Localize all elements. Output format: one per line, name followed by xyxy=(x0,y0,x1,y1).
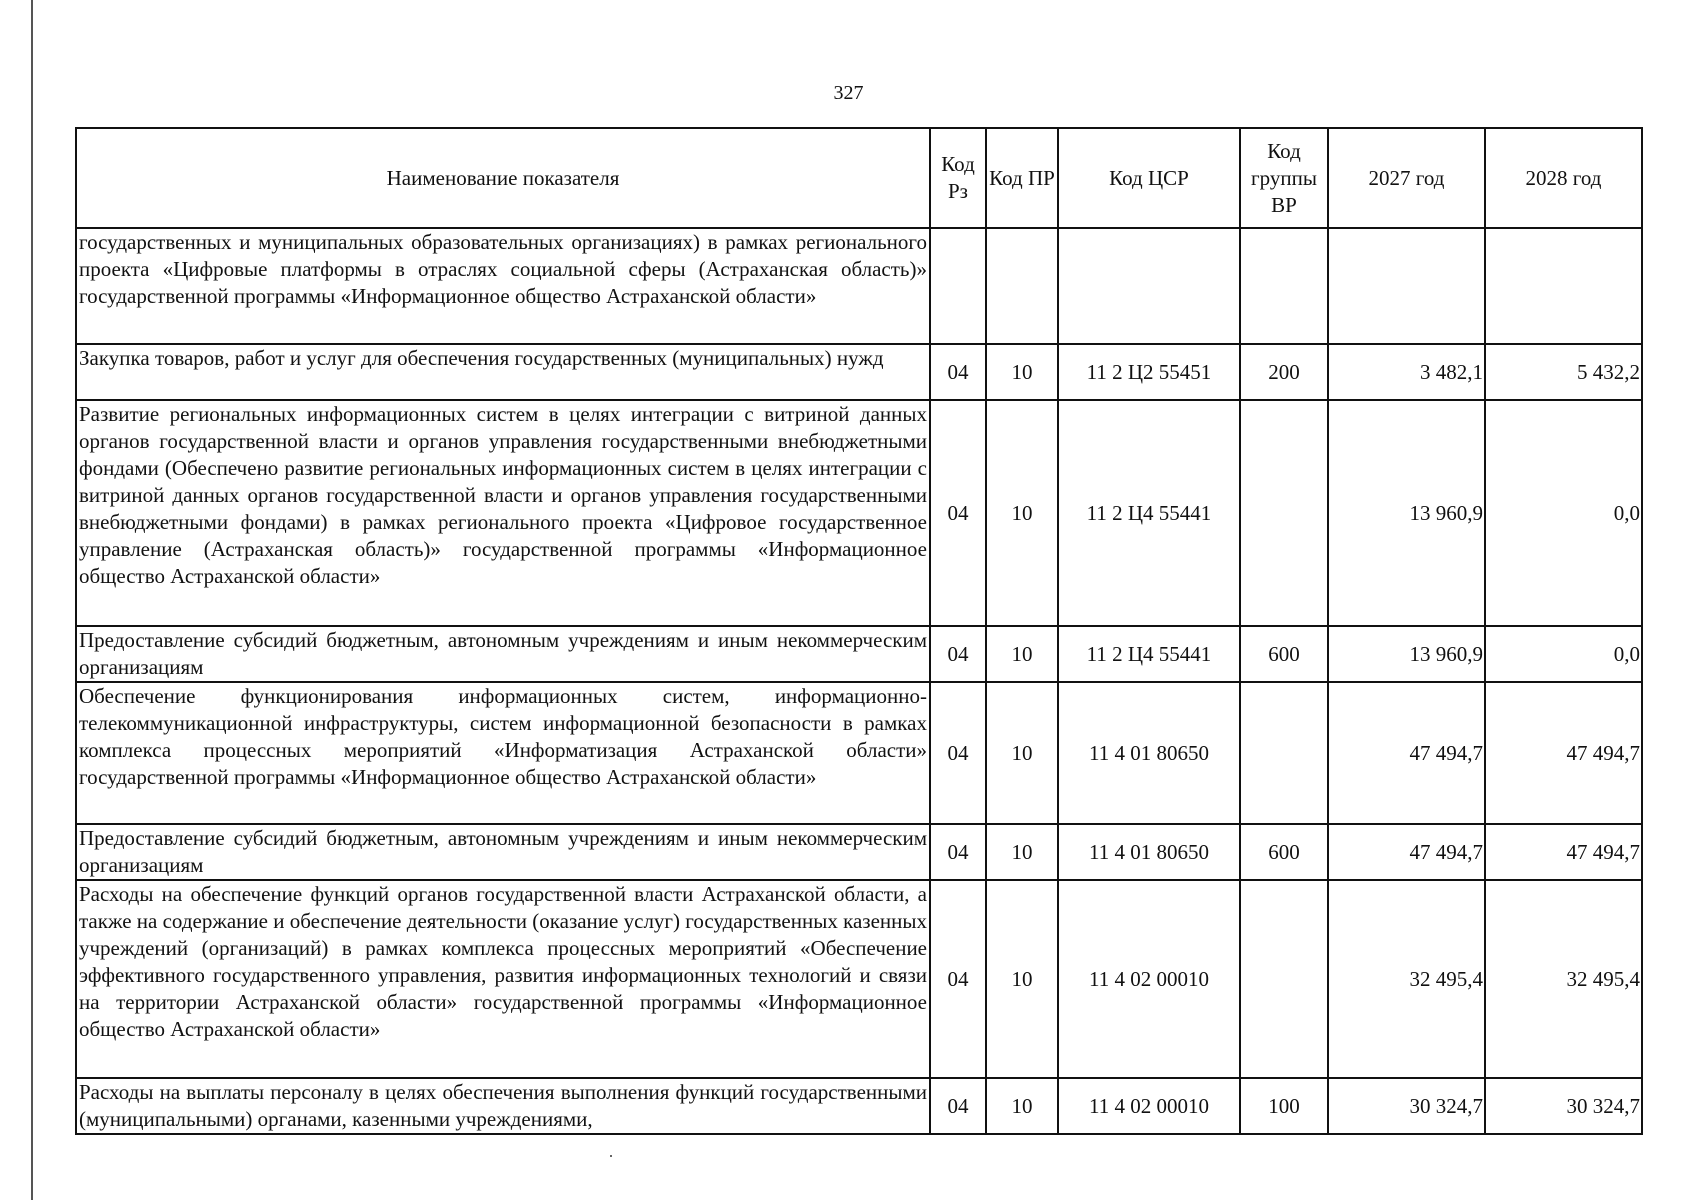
row-vr xyxy=(1240,228,1328,344)
row-vr: 100 xyxy=(1240,1078,1328,1134)
row-2028: 5 432,2 xyxy=(1485,344,1642,400)
row-name: государственных и муниципальных образовательных организациях) в рамках регионального проекта «Цифровые платформы в отраслях социальной сферы (Астраханская область)» государственной программы «Информационное общество Астраханской области» xyxy=(76,228,930,344)
table-row xyxy=(76,1078,1642,1134)
table-row xyxy=(76,626,1642,682)
header-2028: 2028 год xyxy=(1485,128,1642,228)
row-2027: 13 960,9 xyxy=(1328,400,1485,626)
row-name: Обеспечение функционирования информационных систем, информационно-телекоммуникационной инфраструктуры, систем информационной безопасности в рамках комплекса процессных мероприятий «Информатизация Астраханской области» государственной программы «Информационное общество Астраханской области» xyxy=(76,682,930,824)
row-rz: 04 xyxy=(930,1078,986,1134)
row-2028: 0,0 xyxy=(1485,400,1642,626)
row-2027: 3 482,1 xyxy=(1328,344,1485,400)
row-name: Развитие региональных информационных систем в целях интеграции с витриной данных органов государственной власти и органов управления государственными внебюджетными фондами (Обеспечено развитие региональных информационных систем в целях интеграции с витриной данных органов государственной власти и органов управления государственными внебюджетными фондами) в рамках регионального проекта «Цифровое государственное управление (Астраханская область)» государственной программы «Информационное общество Астраханской области» xyxy=(76,400,930,626)
row-2027: 13 960,9 xyxy=(1328,626,1485,682)
header-csr: Код ЦСР xyxy=(1058,128,1240,228)
row-2028: 32 495,4 xyxy=(1485,880,1642,1078)
table-row xyxy=(76,228,1642,344)
table-row xyxy=(76,880,1642,1078)
row-2028: 30 324,7 xyxy=(1485,1078,1642,1134)
row-rz: 04 xyxy=(930,400,986,626)
row-rz: 04 xyxy=(930,682,986,824)
row-rz xyxy=(930,228,986,344)
row-rz: 04 xyxy=(930,880,986,1078)
table-row xyxy=(76,400,1642,626)
row-2027: 47 494,7 xyxy=(1328,824,1485,880)
row-pr: 10 xyxy=(986,400,1058,626)
row-2028 xyxy=(1485,228,1642,344)
row-vr xyxy=(1240,682,1328,824)
header-vr: Код группы ВР xyxy=(1240,128,1328,228)
row-name: Расходы на выплаты персоналу в целях обеспечения выполнения функций государственными (муниципальными) органами, казенными учреждениями, xyxy=(76,1078,930,1134)
table-row xyxy=(76,344,1642,400)
table-row xyxy=(76,824,1642,880)
row-pr: 10 xyxy=(986,824,1058,880)
row-2027: 30 324,7 xyxy=(1328,1078,1485,1134)
row-csr: 11 4 01 80650 xyxy=(1058,682,1240,824)
row-vr: 600 xyxy=(1240,626,1328,682)
row-csr: 11 4 02 00010 xyxy=(1058,880,1240,1078)
table-row xyxy=(76,682,1642,824)
row-name: Закупка товаров, работ и услуг для обеспечения государственных (муниципальных) нужд xyxy=(76,344,930,400)
row-csr: 11 2 Ц2 55451 xyxy=(1058,344,1240,400)
row-vr xyxy=(1240,400,1328,626)
budget-table xyxy=(75,127,1643,1135)
scan-speck xyxy=(610,1155,612,1157)
row-csr: 11 2 Ц4 55441 xyxy=(1058,400,1240,626)
row-csr: 11 4 01 80650 xyxy=(1058,824,1240,880)
header-pr: Код ПР xyxy=(986,128,1058,228)
row-csr xyxy=(1058,228,1240,344)
row-rz: 04 xyxy=(930,344,986,400)
header-2027: 2027 год xyxy=(1328,128,1485,228)
page-number: 327 xyxy=(833,82,864,104)
row-pr: 10 xyxy=(986,682,1058,824)
header-rz: Код Рз xyxy=(930,128,986,228)
row-pr: 10 xyxy=(986,626,1058,682)
row-name: Предоставление субсидий бюджетным, автономным учреждениям и иным некоммерческим организациям xyxy=(76,626,930,682)
row-vr xyxy=(1240,880,1328,1078)
left-margin-line xyxy=(31,0,33,1200)
row-vr: 600 xyxy=(1240,824,1328,880)
row-rz: 04 xyxy=(930,626,986,682)
row-2027: 47 494,7 xyxy=(1328,682,1485,824)
row-pr: 10 xyxy=(986,880,1058,1078)
row-2027 xyxy=(1328,228,1485,344)
row-csr: 11 2 Ц4 55441 xyxy=(1058,626,1240,682)
row-vr: 200 xyxy=(1240,344,1328,400)
row-pr: 10 xyxy=(986,344,1058,400)
row-pr: 10 xyxy=(986,1078,1058,1134)
row-csr: 11 4 02 00010 xyxy=(1058,1078,1240,1134)
row-2028: 0,0 xyxy=(1485,626,1642,682)
row-rz: 04 xyxy=(930,824,986,880)
row-2028: 47 494,7 xyxy=(1485,824,1642,880)
row-name: Предоставление субсидий бюджетным, автономным учреждениям и иным некоммерческим организациям xyxy=(76,824,930,880)
table-header-row xyxy=(76,128,1642,228)
header-name: Наименование показателя xyxy=(76,128,930,228)
row-name: Расходы на обеспечение функций органов государственной власти Астраханской области, а также на содержание и обеспечение деятельности (оказание услуг) государственных казенных учреждений (организаций) в рамках комплекса процессных мероприятий «Обеспечение эффективного государственного управления, развития информационных технологий и связи на территории Астраханской области» государственной программы «Информационное общество Астраханской области» xyxy=(76,880,930,1078)
row-2028: 47 494,7 xyxy=(1485,682,1642,824)
row-pr xyxy=(986,228,1058,344)
row-2027: 32 495,4 xyxy=(1328,880,1485,1078)
